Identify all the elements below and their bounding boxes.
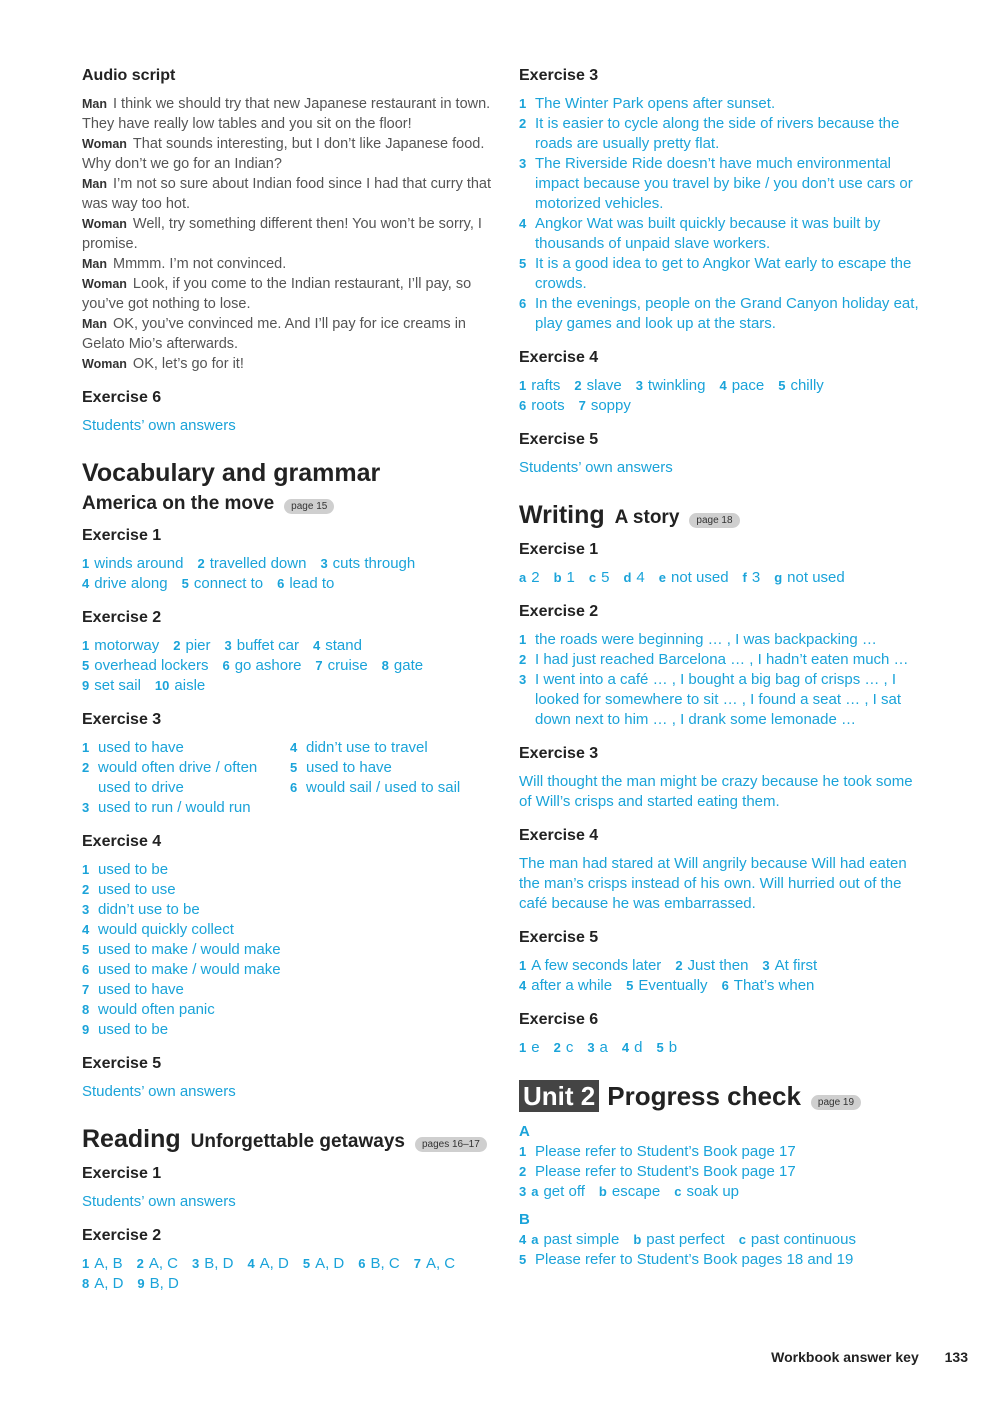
page-badge: page 15 — [284, 499, 334, 514]
exercise-title: Exercise 2 — [519, 603, 599, 620]
exercise-title: Exercise 6 — [519, 1011, 599, 1028]
section-heading: Vocabulary and grammar — [82, 459, 381, 487]
speaker-name: Man — [82, 97, 107, 111]
item-text: The Winter Park opens after sunset. — [535, 95, 776, 112]
item-text: aisle — [174, 677, 206, 694]
item-number: 5 — [82, 942, 90, 957]
item-text: motorway — [94, 637, 160, 654]
item-number: 9 — [82, 678, 90, 693]
item-number: 4 — [621, 1040, 630, 1055]
item-number: 2 — [82, 760, 90, 775]
reading-section — [82, 1124, 492, 1294]
speaker-name: Woman — [82, 277, 127, 291]
exercise-title: Exercise 4 — [519, 827, 599, 844]
answer-item — [519, 670, 929, 730]
item-number: 5 — [82, 658, 90, 673]
vocab-section — [82, 458, 492, 1102]
answer-item — [519, 294, 929, 334]
item-text: d — [634, 1039, 643, 1056]
item-text: escape — [611, 1183, 661, 1200]
item-text: travelled down — [209, 555, 307, 572]
page-number: 133 — [944, 1349, 968, 1365]
item-number: 6 — [277, 576, 285, 591]
item-number: 6 — [721, 978, 729, 993]
item-number: 2 — [197, 556, 205, 571]
item-number: 6 — [82, 962, 90, 977]
item-text: go ashore — [234, 657, 302, 674]
item-text: gate — [393, 657, 424, 674]
exercise-title: Exercise 1 — [82, 1165, 162, 1182]
answer-item — [519, 650, 929, 670]
item-number: 9 — [137, 1276, 145, 1291]
item-text: past perfect — [646, 1231, 725, 1248]
item-number: 4 — [519, 978, 527, 993]
item-text: 4 — [636, 569, 645, 586]
item-number: 3 — [82, 800, 90, 815]
exercise-title: Exercise 2 — [82, 609, 162, 626]
script-line — [82, 354, 492, 374]
answer-item — [519, 94, 929, 114]
item-number: 4 — [519, 216, 527, 231]
item-number: 5 — [778, 378, 786, 393]
exercise-title: Exercise 6 — [82, 389, 162, 406]
item-text: used to be — [98, 861, 169, 878]
answer-rows — [519, 1038, 929, 1058]
item-text: used to use — [98, 881, 176, 898]
item-text: chilly — [790, 377, 824, 394]
answer-item — [82, 758, 290, 798]
item-number: 1 — [519, 96, 527, 111]
script-line — [82, 274, 492, 314]
answer-item — [519, 214, 929, 254]
answer-parts — [519, 1182, 929, 1202]
item-text: stand — [325, 637, 362, 654]
item-text: A, B — [94, 1255, 123, 1272]
item-number: 6 — [290, 780, 298, 795]
item-number: 4 — [519, 1232, 527, 1247]
section-subheading: America on the move — [82, 493, 275, 514]
script-line — [82, 134, 492, 174]
item-text: soak up — [686, 1183, 740, 1200]
answer-rows — [519, 568, 929, 588]
exercise-title: Exercise 1 — [82, 527, 162, 544]
item-number: g — [774, 570, 783, 585]
item-number: 3 — [587, 1040, 595, 1055]
item-number: e — [658, 570, 666, 585]
item-number: 6 — [358, 1256, 366, 1271]
item-text: set sail — [94, 677, 141, 694]
answer-item — [519, 154, 929, 214]
answer-text: Students’ own answers — [82, 417, 236, 434]
item-text: B, D — [149, 1275, 179, 1292]
item-text: I went into a café … , I bought a big bag of crisps … , I looked for somewhere to sit … , I found a seat … , I sat down next to him … , I drank some lemonade … — [535, 671, 902, 728]
part-letter: c — [674, 1184, 682, 1199]
answer-item — [290, 738, 492, 758]
speaker-name: Man — [82, 317, 107, 331]
item-text: would often drive / often used to drive — [98, 759, 258, 796]
item-text: after a while — [531, 977, 613, 994]
item-text: rafts — [531, 377, 561, 394]
item-text: used to be — [98, 1021, 169, 1038]
item-text: b — [668, 1039, 678, 1056]
item-number: 2 — [574, 378, 582, 393]
answer-list — [519, 94, 929, 334]
answer-row — [82, 1254, 492, 1274]
answer-row — [519, 956, 929, 976]
answer-item — [519, 1250, 929, 1270]
item-number: 5 — [302, 1256, 311, 1271]
item-number: 1 — [519, 1040, 527, 1055]
item-number: 6 — [519, 296, 527, 311]
exercise-title: Exercise 3 — [519, 67, 599, 84]
answer-item — [290, 778, 492, 798]
item-text: cruise — [327, 657, 368, 674]
answer-rows — [82, 636, 492, 696]
item-number: 3 — [519, 156, 527, 171]
answer-list — [519, 630, 929, 730]
script-text: OK, you’ve convinced me. And I’ll pay for ice creams in Gelato Mio’s afterwards. — [82, 316, 466, 352]
item-text: A, D — [259, 1255, 289, 1272]
exercise-title: Exercise 1 — [519, 541, 599, 558]
part-a-label: A — [519, 1123, 530, 1140]
item-text: Eventually — [638, 977, 708, 994]
item-number: 2 — [553, 1040, 561, 1055]
section-heading: Writing — [519, 501, 605, 529]
item-number: 3 — [762, 958, 770, 973]
answer-row — [82, 636, 492, 656]
item-text: get off — [543, 1183, 585, 1200]
item-number: 7 — [315, 658, 323, 673]
item-text: used to have — [306, 759, 392, 776]
answer-item — [290, 758, 492, 778]
item-text: The Riverside Ride doesn’t have much environmental impact because you travel by bike / you don’t use cars or motorized vehicles. — [535, 155, 913, 212]
item-number: 2 — [136, 1256, 144, 1271]
section-heading: Progress check — [607, 1081, 801, 1111]
item-text: I had just reached Barcelona … , I hadn’t eaten much … — [535, 651, 909, 668]
answer-row — [82, 574, 492, 594]
item-text: A, C — [425, 1255, 456, 1272]
script-text: That sounds interesting, but I don’t like Japanese food. Why don’t we go for an Indian? — [82, 136, 485, 172]
answer-item — [82, 1020, 492, 1040]
item-text: Just then — [687, 957, 749, 974]
item-text: B, D — [204, 1255, 234, 1272]
item-text: drive along — [94, 575, 168, 592]
speaker-name: Woman — [82, 217, 127, 231]
script-text: Well, try something different then! You won’t be sorry, I promise. — [82, 216, 482, 252]
item-text: a — [599, 1039, 608, 1056]
item-text: soppy — [590, 397, 631, 414]
item-number: 1 — [82, 638, 90, 653]
answer-list — [82, 860, 492, 1040]
item-number: 4 — [719, 378, 727, 393]
item-number: 5 — [181, 576, 189, 591]
script-text: I’m not so sure about Indian food since I had that curry that was way too hot. — [82, 176, 492, 212]
item-number: 5 — [519, 256, 527, 271]
answer-rows — [519, 376, 929, 416]
item-number: 6 — [222, 658, 230, 673]
script-text: Mmmm. I’m not convinced. — [113, 256, 287, 272]
item-text: It is a good idea to get to Angkor Wat early to escape the crowds. — [535, 255, 912, 292]
answer-item — [82, 900, 492, 920]
item-number: 3 — [635, 378, 643, 393]
item-text: A, D — [94, 1275, 124, 1292]
item-number: 2 — [519, 652, 527, 667]
answer-item — [82, 940, 492, 960]
item-number: 6 — [519, 398, 527, 413]
answer-item — [519, 1162, 929, 1182]
answer-row — [82, 676, 492, 696]
answer-item — [519, 630, 929, 650]
right-column — [519, 66, 929, 1270]
script-text: I think we should try that new Japanese restaurant in town. They have really low tables and you sit on the floor! — [82, 96, 491, 132]
item-text: used to make / would make — [98, 961, 281, 978]
item-text: used to run / would run — [98, 799, 251, 816]
script-line — [82, 94, 492, 134]
item-number: 4 — [82, 922, 90, 937]
item-number: 3 — [519, 672, 527, 687]
item-text: used to have — [98, 739, 184, 756]
speaker-name: Woman — [82, 357, 127, 371]
speaker-name: Man — [82, 257, 107, 271]
answer-rows — [82, 1254, 492, 1294]
part-letter: b — [598, 1184, 607, 1199]
answer-item — [82, 860, 492, 880]
script-line — [82, 254, 492, 274]
item-text: slave — [586, 377, 622, 394]
speaker-name: Woman — [82, 137, 127, 151]
item-text: would sail / used to sail — [306, 779, 461, 796]
item-text: connect to — [193, 575, 264, 592]
exercise-6-top — [82, 388, 492, 436]
item-text: Angkor Wat was built quickly because it was built by thousands of unpaid slave workers. — [535, 215, 881, 252]
answer-row — [82, 554, 492, 574]
item-text: That’s when — [733, 977, 815, 994]
item-number: 5 — [290, 760, 298, 775]
item-number: 7 — [82, 982, 90, 997]
part-letter: a — [531, 1232, 539, 1247]
item-text: B, C — [370, 1255, 400, 1272]
answer-rows — [82, 554, 492, 594]
item-number: 8 — [381, 658, 389, 673]
item-text: roots — [531, 397, 565, 414]
answer-text: The man had stared at Will angrily because Will had eaten the man’s crisps instead of his own. Will hurried out of the café because he was embarrassed. — [519, 855, 907, 912]
answer-item — [82, 980, 492, 1000]
item-number: b — [553, 570, 562, 585]
item-number: 8 — [82, 1002, 90, 1017]
script-line — [82, 214, 492, 254]
exercise-title: Exercise 3 — [82, 711, 162, 728]
page-badge: page 18 — [689, 513, 739, 528]
item-text: used to make / would make — [98, 941, 281, 958]
item-text: c — [565, 1039, 574, 1056]
part-letter: a — [531, 1184, 539, 1199]
item-number: 1 — [519, 378, 527, 393]
answer-list-left — [82, 738, 290, 818]
page-badge: pages 16–17 — [415, 1137, 487, 1152]
answer-row — [519, 1038, 929, 1058]
exercise-title: Exercise 4 — [82, 833, 162, 850]
item-text: used to have — [98, 981, 184, 998]
item-number: 2 — [519, 116, 527, 131]
item-number: 9 — [82, 1022, 90, 1037]
item-number: 3 — [320, 556, 328, 571]
answer-item — [82, 1000, 492, 1020]
item-text: didn’t use to be — [98, 901, 200, 918]
answer-text: Students’ own answers — [519, 459, 673, 476]
item-number: 2 — [519, 1164, 527, 1179]
answer-row — [519, 568, 929, 588]
item-text: 3 — [751, 569, 761, 586]
item-text: overhead lockers — [94, 657, 209, 674]
answer-list-right — [290, 738, 492, 818]
item-text: not used — [670, 569, 729, 586]
item-text: Please refer to Student’s Book pages 18 and 19 — [535, 1251, 854, 1268]
speaker-name: Man — [82, 177, 107, 191]
script-line — [82, 174, 492, 214]
item-text: cuts through — [332, 555, 416, 572]
item-text: In the evenings, people on the Grand Canyon holiday eat, play games and look up at the stars. — [535, 295, 919, 332]
page-badge: page 19 — [811, 1095, 861, 1110]
item-text: pier — [185, 637, 211, 654]
item-number: 1 — [519, 1144, 527, 1159]
answer-item — [519, 1142, 929, 1162]
answer-item — [82, 738, 290, 758]
section-subheading: Unforgettable getaways — [190, 1131, 405, 1152]
item-number: 3 — [192, 1256, 200, 1271]
item-number: 1 — [82, 862, 90, 877]
item-text: pace — [731, 377, 765, 394]
item-number: 1 — [519, 632, 527, 647]
item-number: 1 — [82, 556, 90, 571]
exercise-title: Exercise 5 — [82, 1055, 162, 1072]
item-text: winds around — [94, 555, 184, 572]
item-text: Please refer to Student’s Book page 17 — [535, 1143, 796, 1160]
exercise-title: Exercise 5 — [519, 929, 599, 946]
answer-row — [519, 376, 929, 396]
script-text: Look, if you come to the Indian restaurant, I’ll pay, so you’ve got nothing to lose. — [82, 276, 472, 312]
item-text: past continuous — [750, 1231, 856, 1248]
item-text: A, C — [148, 1255, 179, 1272]
section-heading: Reading — [82, 1125, 181, 1153]
answer-text: Will thought the man might be crazy because he took some of Will’s crisps and started eating them. — [519, 773, 913, 810]
item-number: 7 — [578, 398, 586, 413]
item-text: 5 — [601, 569, 610, 586]
part-letter: b — [633, 1232, 642, 1247]
answer-text: Students’ own answers — [82, 1083, 236, 1100]
footer-label: Workbook answer key — [771, 1349, 919, 1365]
part-b-label: B — [519, 1211, 530, 1228]
exercise-title: Exercise 3 — [519, 745, 599, 762]
section-subheading: A story — [614, 507, 680, 528]
item-text: lead to — [289, 575, 335, 592]
item-number: 10 — [154, 678, 170, 693]
answer-item — [82, 880, 492, 900]
item-number: 3 — [82, 902, 90, 917]
item-text: didn’t use to travel — [306, 739, 428, 756]
item-number: 1 — [82, 1256, 90, 1271]
item-number: 4 — [247, 1256, 255, 1271]
item-number: 7 — [413, 1256, 421, 1271]
answer-item — [519, 114, 929, 154]
writing-section — [519, 500, 929, 1058]
answer-item — [519, 254, 929, 294]
item-number: 1 — [519, 958, 527, 973]
unit-label: Unit 2 — [519, 1080, 599, 1112]
answer-row — [519, 976, 929, 996]
answer-item — [82, 960, 492, 980]
item-text: the roads were beginning … , I was backpacking … — [535, 631, 877, 648]
answer-item — [82, 920, 492, 940]
item-text: not used — [787, 569, 845, 586]
left-column — [82, 66, 492, 1308]
item-number: d — [623, 570, 632, 585]
exercise-title: Exercise 2 — [82, 1227, 162, 1244]
item-text: It is easier to cycle along the side of rivers because the roads are usually pretty flat. — [535, 115, 900, 152]
item-number: 5 — [656, 1040, 664, 1055]
exercise-title: Exercise 5 — [519, 431, 599, 448]
item-text: would often panic — [98, 1001, 215, 1018]
item-number: 3 — [519, 1184, 527, 1199]
script-line — [82, 314, 492, 354]
item-number: 2 — [675, 958, 683, 973]
item-number: 4 — [82, 576, 90, 591]
item-text: A few seconds later — [531, 957, 662, 974]
progress-check-section — [519, 1080, 929, 1270]
answer-text: Students’ own answers — [82, 1193, 236, 1210]
audio-script — [82, 94, 492, 374]
answer-row — [82, 656, 492, 676]
answer-list — [519, 1142, 929, 1182]
item-text: e — [531, 1039, 540, 1056]
script-text: OK, let’s go for it! — [132, 356, 244, 372]
item-text: A, D — [315, 1255, 345, 1272]
item-number: 2 — [173, 638, 181, 653]
audio-script-title: Audio script — [82, 67, 176, 84]
item-text: past simple — [543, 1231, 620, 1248]
item-number: c — [588, 570, 597, 585]
answer-parts — [519, 1230, 929, 1250]
page-footer — [749, 1349, 968, 1365]
item-number: 2 — [82, 882, 90, 897]
item-text: 2 — [531, 569, 540, 586]
item-text: Please refer to Student’s Book page 17 — [535, 1163, 796, 1180]
answer-item — [82, 798, 290, 818]
answer-row — [519, 396, 929, 416]
item-text: At first — [774, 957, 818, 974]
answer-rows — [519, 956, 929, 996]
item-number: 5 — [519, 1252, 527, 1267]
item-number: 8 — [82, 1276, 90, 1291]
item-number: 1 — [82, 740, 90, 755]
part-letter: c — [738, 1232, 746, 1247]
item-number: 3 — [224, 638, 232, 653]
item-text: buffet car — [236, 637, 300, 654]
item-number: 4 — [290, 740, 298, 755]
item-text: would quickly collect — [98, 921, 234, 938]
item-number: 5 — [626, 978, 634, 993]
item-text: twinkling — [647, 377, 706, 394]
answer-row — [82, 1274, 492, 1294]
exercise-title: Exercise 4 — [519, 349, 599, 366]
item-text: 1 — [566, 569, 575, 586]
item-number: a — [519, 570, 527, 585]
item-number: f — [742, 570, 747, 585]
item-number: 4 — [313, 638, 321, 653]
